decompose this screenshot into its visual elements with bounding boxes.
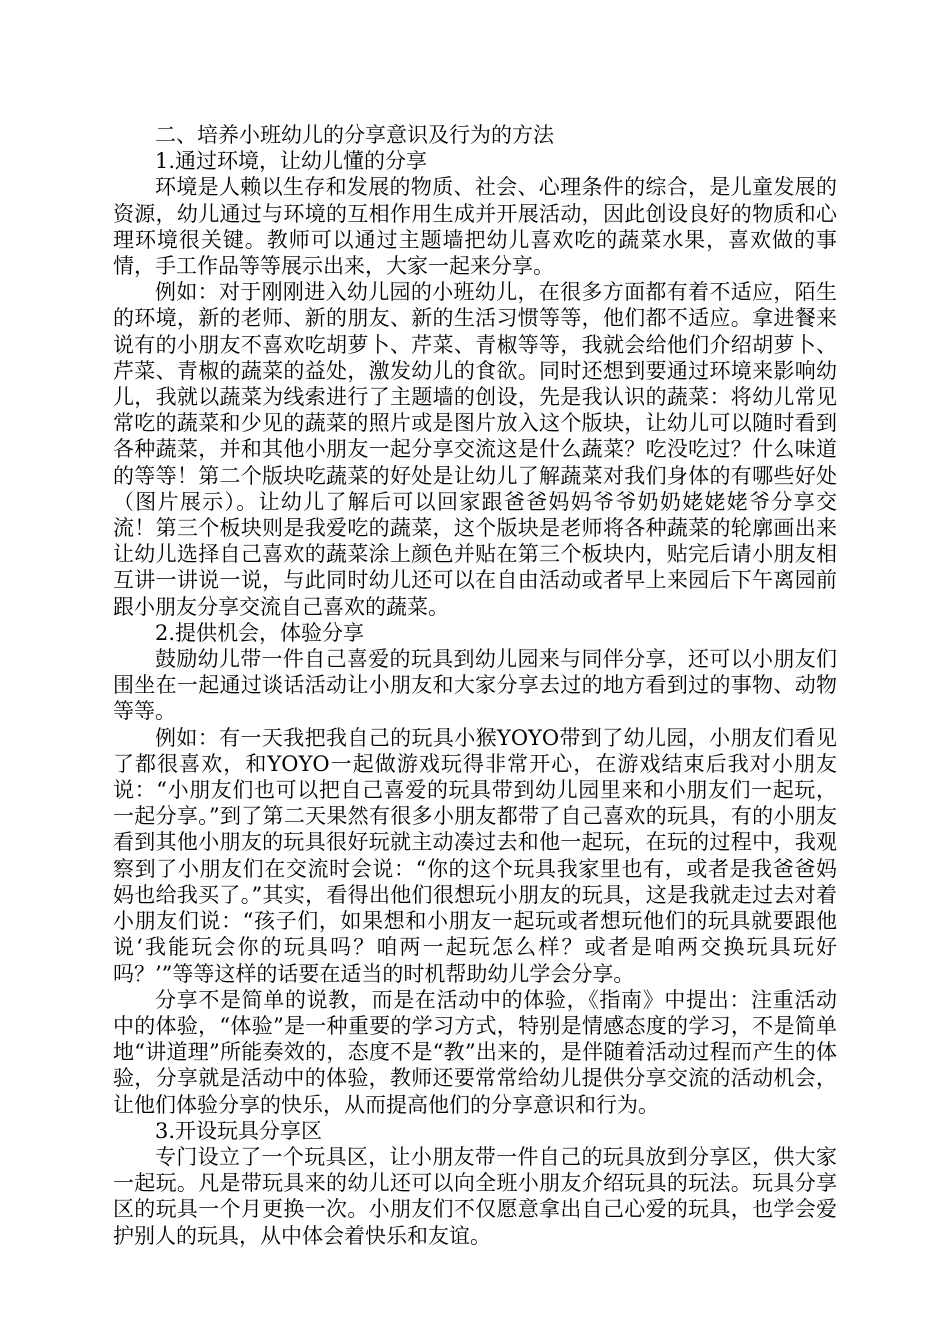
- subsection-heading-environment: 1.通过环境，让幼儿懂的分享: [155, 149, 428, 174]
- paragraph-toy-area: 专门设立了一个玩具区，让小朋友带一件自己的玩具放到分享区，供大家一起玩。凡是带玩具来的幼儿还可以向全班小朋友介绍玩具的玩法。玩具分享区的玩具一个月更换一次。小朋友们不仅愿意拿出自己心爱的玩具，也学会爱护别人的玩具，从中体会着快乐和友谊。: [113, 1144, 837, 1248]
- paragraph-yoyo-example: 例如：有一天我把我自己的玩具小猴YOYO带到了幼儿园，小朋友们看见了都很喜欢，和YOYO一起做游戏玩得非常开心，在游戏结束后我对小朋友说：“小朋友们也可以把自己喜爱的玩具带到幼儿园里来和小朋友们一起玩，一起分享。”到了第二天果然有很多小朋友都带了自己喜欢的玩具，有的小朋友看到其他小朋友的玩具很好玩就主动凑过去和他一起玩，在玩的过程中，我观察到了小朋友们在交流时会说：“你的这个玩具我家里也有，或者是我爸爸妈妈也给我买了。”其实，看得出他们很想玩小朋友的玩具，这是我就走过去对着小朋友们说：“孩子们，如果想和小朋友一起玩或者想玩他们的玩具就要跟他说‘我能玩会你的玩具吗？咱两一起玩怎么样？或者是咱两交换玩具玩好吗？’”等等这样的话要在适当的时机帮助幼儿学会分享。: [113, 725, 837, 986]
- section-heading: 二、培养小班幼儿的分享意识及行为的方法: [155, 123, 554, 147]
- paragraph-toy-sharing: 鼓励幼儿带一件自己喜爱的玩具到幼儿园来与同伴分享，还可以小朋友们围坐在一起通过谈话活动让小朋友和大家分享去过的地方看到过的事物、动物等等。: [113, 647, 837, 724]
- paragraph-environment-intro: 环境是人赖以生存和发展的物质、社会、心理条件的综合，是儿童发展的资源，幼儿通过与环境的互相作用生成并开展活动，因此创设良好的物质和心理环境很关键。教师可以通过主题墙把幼儿喜欢吃的蔬菜水果，喜欢做的事情，手工作品等等展示出来，大家一起来分享。: [113, 175, 837, 279]
- paragraph-guideline: 分享不是简单的说教，而是在活动中的体验，《指南》中提出：注重活动中的体验，“体验”是一种重要的学习方式，特别是情感态度的学习，不是简单地“讲道理”所能奏效的，态度不是“教”出来的，是伴随着活动过程而产生的体验，分享就是活动中的体验，教师还要常常给幼儿提供分享交流的活动机会，让他们体验分享的快乐，从而提高他们的分享意识和行为。: [113, 987, 837, 1117]
- subsection-heading-opportunity: 2.提供机会，体验分享: [155, 620, 365, 645]
- document-body: [113, 122, 837, 1249]
- subsection-heading-toy-area: 3.开设玩具分享区: [155, 1118, 323, 1143]
- paragraph-vegetable-example: 例如：对于刚刚进入幼儿园的小班幼儿，在很多方面都有着不适应，陌生的环境，新的老师、新的朋友、新的生活习惯等等，他们都不适应。拿进餐来说有的小朋友不喜欢吃胡萝卜、芹菜、青椒等等，我就会给他们介绍胡萝卜、芹菜、青椒的蔬菜的益处，激发幼儿的食欲。同时还想到要通过环境来影响幼儿，我就以蔬菜为线索进行了主题墙的创设，先是我认识的蔬菜：将幼儿常见常吃的蔬菜和少见的蔬菜的照片或是图片放入这个版块，让幼儿可以随时看到各种蔬菜，并和其他小朋友一起分享交流这是什么蔬菜？吃没吃过？什么味道的等等！第二个版块吃蔬菜的好处是让幼儿了解蔬菜对我们身体的有哪些好处（图片展示）。让幼儿了解后可以回家跟爸爸妈妈爷爷奶奶姥姥姥爷分享交流！第三个板块则是我爱吃的蔬菜，这个版块是老师将各种蔬菜的轮廓画出来让幼儿选择自己喜欢的蔬菜涂上颜色并贴在第三个板块内，贴完后请小朋友相互讲一讲说一说，与此同时幼儿还可以在自由活动或者早上来园后下午离园前跟小朋友分享交流自己喜欢的蔬菜。: [113, 280, 837, 619]
